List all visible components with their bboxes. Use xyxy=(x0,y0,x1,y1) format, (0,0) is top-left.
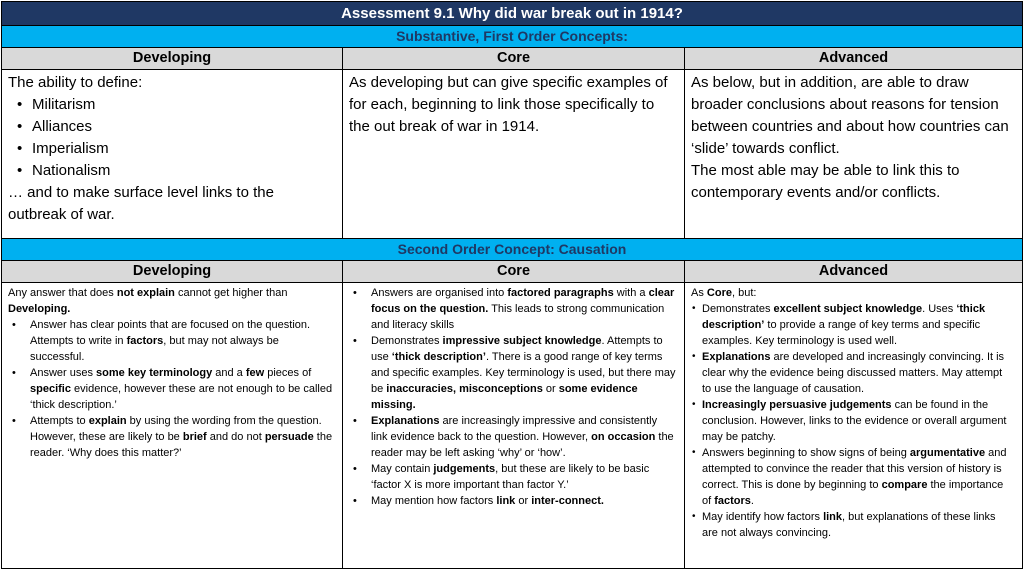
core-rubric-list xyxy=(349,285,676,509)
section1-advanced-cell xyxy=(685,70,1022,238)
rubric-item: • May contain judgements, but these are likely to be basic ‘factor X is more important than factor Y.’ xyxy=(349,461,676,493)
developing-intro: The ability to define: xyxy=(8,74,143,91)
section1-header-developing: Developing xyxy=(2,48,343,69)
rubric-item: • Answers beginning to show signs of being argumentative and attempted to convince the reader that this version of history is correct. This is done by beginning to compare the importance of factors. xyxy=(691,445,1014,509)
section2-core-cell xyxy=(343,283,685,568)
section1-column-headers xyxy=(2,48,1022,70)
section1-header-advanced: Advanced xyxy=(818,50,889,66)
developing-rubric-intro: Any answer that does not explain cannot get higher than Developing. xyxy=(8,287,288,315)
developing-rubric-list xyxy=(8,317,334,461)
section2-heading: Second Order Concept: Causation xyxy=(2,239,1022,261)
rubric-item: • Increasingly persuasive judgements can be found in the conclusion. However, links to the evidence or overall argument may be patchy. xyxy=(691,397,1014,445)
advanced-rubric-list xyxy=(691,301,1014,541)
developing-outro: … and to make surface level links to the outbreak of war. xyxy=(8,184,274,223)
rubric-item: • Demonstrates impressive subject knowledge. Attempts to use ‘thick description’. There is a good range of key terms and specific examples. Key terminology is used, but there may be inaccuracies, misconceptions or some evidence missing. xyxy=(349,333,676,413)
advanced-paragraph-2: The most able may be able to link this to contemporary events and/or conflicts. xyxy=(691,162,960,201)
section2-header-core: Core xyxy=(343,261,685,282)
list-item: • Imperialism xyxy=(8,138,334,160)
list-item: • Nationalism xyxy=(8,160,334,182)
rubric-table xyxy=(1,1,1023,569)
section2-content-row xyxy=(2,283,1022,568)
rubric-item: • May mention how factors link or inter-connect. xyxy=(349,493,676,509)
advanced-rubric-intro: As Core, but: xyxy=(691,287,757,299)
section1-header-core: Core xyxy=(343,48,685,69)
section1-developing-cell xyxy=(2,70,343,238)
rubric-item: • Attempts to explain by using the wording from the question. However, these are likely to be brief and do not persuade the reader. ‘Why does this matter?’ xyxy=(8,413,334,461)
rubric-item: • Answers are organised into factored paragraphs with a clear focus on the question. This leads to strong communication and literacy skills xyxy=(349,285,676,333)
rubric-item: • Answer uses some key terminology and a few pieces of specific evidence, however these are not enough to be called ‘thick description.’ xyxy=(8,365,334,413)
section1-core-cell xyxy=(343,70,685,238)
core-text: As developing but can give specific examples of for each, beginning to link those specifically to the out break of war in 1914. xyxy=(349,74,668,135)
section2-advanced-cell xyxy=(685,283,1022,568)
section1-content-row xyxy=(2,70,1022,239)
list-item: • Militarism xyxy=(8,94,334,116)
rubric-item: • Demonstrates excellent subject knowledge. Uses ‘thick description’ to provide a range of key terms and specific examples. Key terminology is used well. xyxy=(691,301,1014,349)
section2-header-developing: Developing xyxy=(2,261,343,282)
advanced-paragraph-1: As below, but in addition, are able to draw broader conclusions about reasons for tension between countries and about how countries can ‘slide’ towards conflict. xyxy=(691,74,1009,157)
list-item: • Alliances xyxy=(8,116,334,138)
slide-title: Assessment 9.1 Why did war break out in 1914? xyxy=(2,2,1022,26)
rubric-item: • Explanations are developed and increasingly convincing. It is clear why the evidence being discussed matters. May attempt to use the language of causation. xyxy=(691,349,1014,397)
section1-heading: Substantive, First Order Concepts: xyxy=(2,26,1022,48)
define-list xyxy=(8,94,334,182)
rubric-item: • Answer has clear points that are focused on the question. Attempts to write in factors, but may not always be successful. xyxy=(8,317,334,365)
section2-header-advanced: Advanced xyxy=(818,263,889,279)
rubric-item: • Explanations are increasingly impressive and consistently link evidence back to the question. However, on occasion the reader may be left asking ‘why’ or ‘how’. xyxy=(349,413,676,461)
rubric-item: • May identify how factors link, but explanations of these links are not always convincing. xyxy=(691,509,1014,541)
section2-developing-cell xyxy=(2,283,343,568)
section2-column-headers xyxy=(2,261,1022,283)
